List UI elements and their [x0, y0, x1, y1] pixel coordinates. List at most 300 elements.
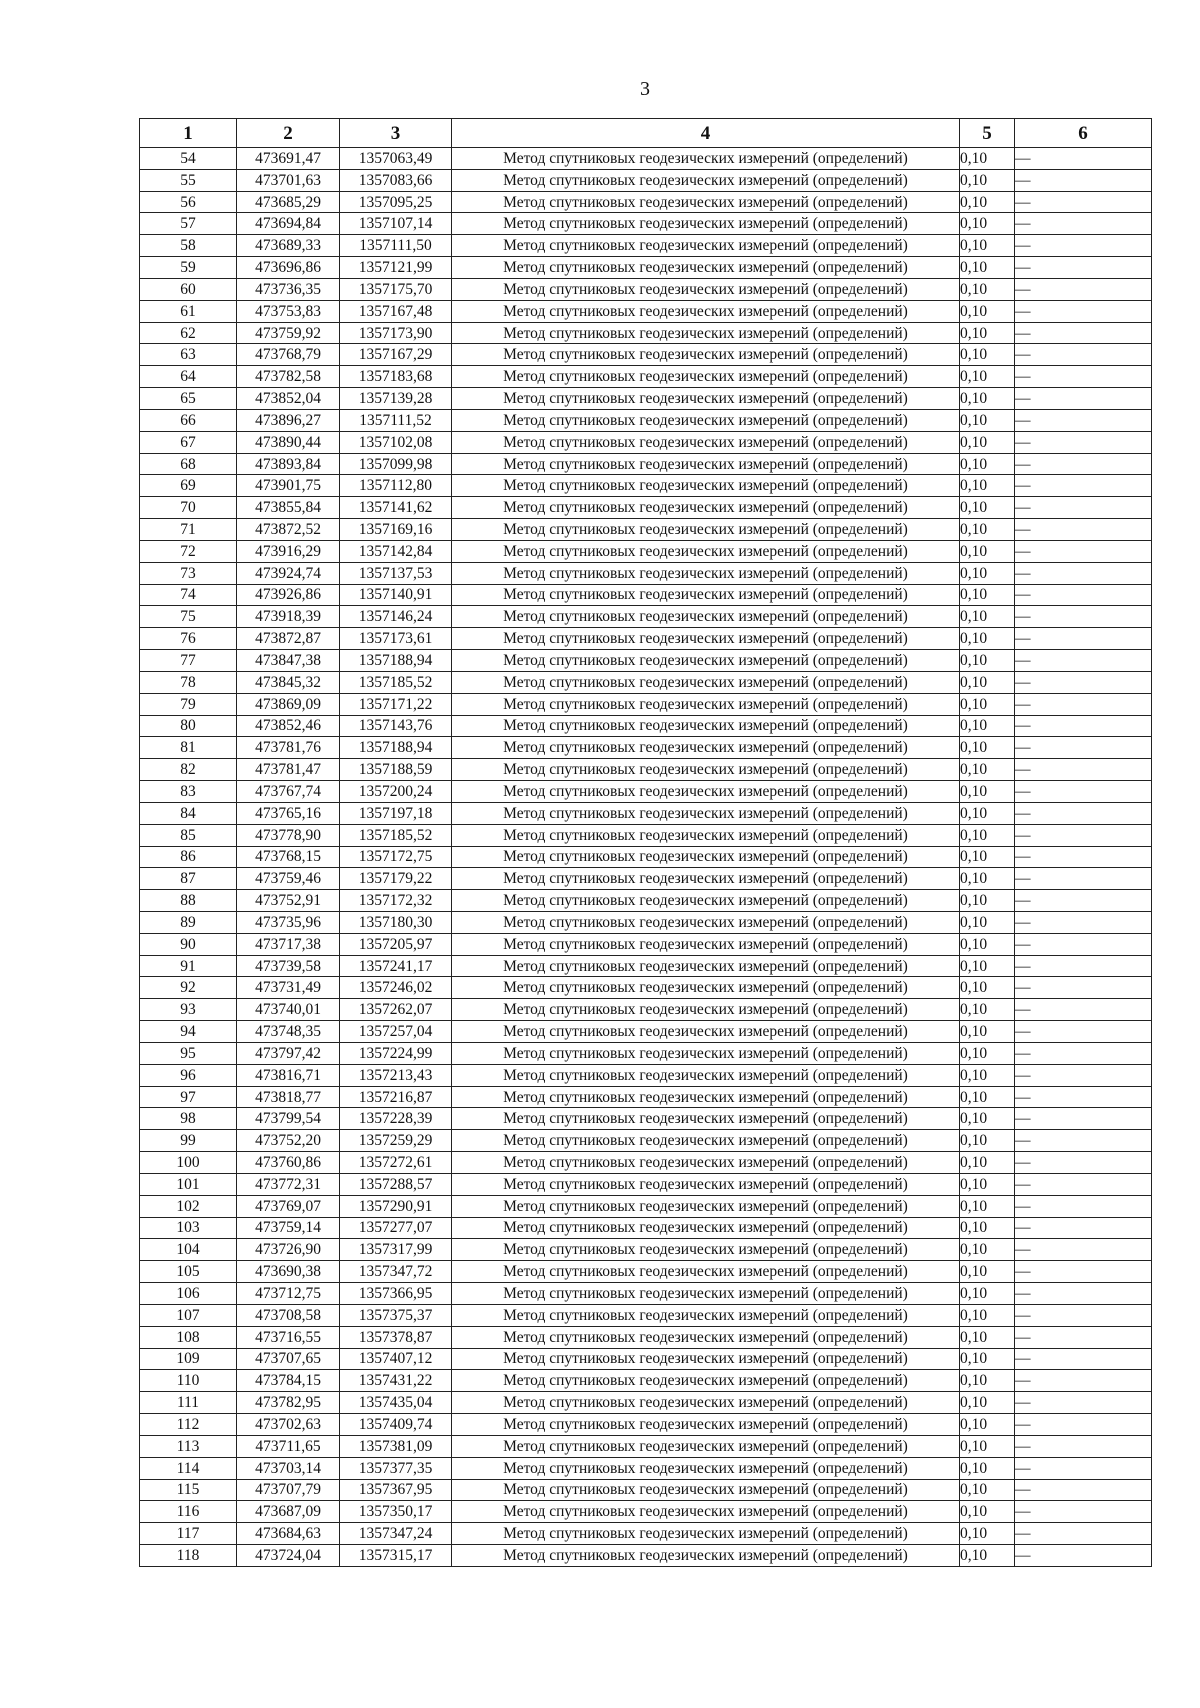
coordinate-x: 473753,83	[237, 300, 340, 322]
method-cell: Метод спутниковых геодезических измерений (определений)	[452, 1435, 960, 1457]
table-row	[140, 911, 1152, 933]
table-row	[140, 868, 1152, 890]
accuracy-cell: 0,10	[960, 1086, 1015, 1108]
method-cell: Метод спутниковых геодезических измерений (определений)	[452, 1217, 960, 1239]
table-row	[140, 540, 1152, 562]
method-cell: Метод спутниковых геодезических измерений (определений)	[452, 278, 960, 300]
coordinate-y: 1357185,52	[340, 824, 452, 846]
coordinate-x: 473735,96	[237, 911, 340, 933]
table-row	[140, 802, 1152, 824]
accuracy-cell: 0,10	[960, 584, 1015, 606]
coordinate-x: 473918,39	[237, 606, 340, 628]
method-cell: Метод спутниковых геодезических измерений (определений)	[452, 824, 960, 846]
point-number: 81	[140, 737, 237, 759]
accuracy-cell: 0,10	[960, 257, 1015, 279]
description-cell: —	[1015, 977, 1152, 999]
coordinate-x: 473702,63	[237, 1414, 340, 1436]
method-cell: Метод спутниковых геодезических измерений (определений)	[452, 257, 960, 279]
accuracy-cell: 0,10	[960, 453, 1015, 475]
table-row	[140, 999, 1152, 1021]
point-number: 72	[140, 540, 237, 562]
description-cell: —	[1015, 497, 1152, 519]
point-number: 84	[140, 802, 237, 824]
coordinate-y: 1357435,04	[340, 1392, 452, 1414]
coordinate-x: 473781,76	[237, 737, 340, 759]
table-row	[140, 1326, 1152, 1348]
table-row	[140, 1304, 1152, 1326]
coordinate-x: 473759,14	[237, 1217, 340, 1239]
description-cell: —	[1015, 868, 1152, 890]
coordinate-y: 1357142,84	[340, 540, 452, 562]
method-cell: Метод спутниковых геодезических измерений (определений)	[452, 1370, 960, 1392]
coordinate-y: 1357180,30	[340, 911, 452, 933]
table-row	[140, 1173, 1152, 1195]
coordinate-x: 473784,15	[237, 1370, 340, 1392]
point-number: 90	[140, 933, 237, 955]
coordinate-x: 473896,27	[237, 409, 340, 431]
description-cell: —	[1015, 169, 1152, 191]
point-number: 62	[140, 322, 237, 344]
coordinate-x: 473752,20	[237, 1130, 340, 1152]
method-cell: Метод спутниковых геодезических измерений (определений)	[452, 933, 960, 955]
accuracy-cell: 0,10	[960, 1304, 1015, 1326]
method-cell: Метод спутниковых геодезических измерений (определений)	[452, 300, 960, 322]
coordinate-x: 473739,58	[237, 955, 340, 977]
method-cell: Метод спутниковых геодезических измерений (определений)	[452, 1479, 960, 1501]
point-number: 63	[140, 344, 237, 366]
coordinate-y: 1357205,97	[340, 933, 452, 955]
table-row	[140, 1457, 1152, 1479]
coordinate-y: 1357179,22	[340, 868, 452, 890]
method-cell: Метод спутниковых геодезических измерений (определений)	[452, 235, 960, 257]
table-row	[140, 1195, 1152, 1217]
coordinate-y: 1357083,66	[340, 169, 452, 191]
coordinate-y: 1357216,87	[340, 1086, 452, 1108]
coordinate-x: 473726,90	[237, 1239, 340, 1261]
description-cell: —	[1015, 650, 1152, 672]
description-cell: —	[1015, 213, 1152, 235]
point-number: 112	[140, 1414, 237, 1436]
table-row	[140, 1108, 1152, 1130]
coordinate-x: 473731,49	[237, 977, 340, 999]
description-cell: —	[1015, 1042, 1152, 1064]
header-col-3: 3	[340, 119, 452, 148]
method-cell: Метод спутниковых геодезических измерений (определений)	[452, 628, 960, 650]
accuracy-cell: 0,10	[960, 148, 1015, 170]
description-cell: —	[1015, 1261, 1152, 1283]
accuracy-cell: 0,10	[960, 824, 1015, 846]
description-cell: —	[1015, 1021, 1152, 1043]
point-number: 113	[140, 1435, 237, 1457]
coordinate-x: 473768,15	[237, 846, 340, 868]
coordinate-x: 473712,75	[237, 1283, 340, 1305]
method-cell: Метод спутниковых геодезических измерений (определений)	[452, 671, 960, 693]
method-cell: Метод спутниковых геодезических измерений (определений)	[452, 999, 960, 1021]
description-cell: —	[1015, 911, 1152, 933]
method-cell: Метод спутниковых геодезических измерений (определений)	[452, 846, 960, 868]
coordinate-y: 1357185,52	[340, 671, 452, 693]
point-number: 65	[140, 388, 237, 410]
accuracy-cell: 0,10	[960, 191, 1015, 213]
coordinate-y: 1357290,91	[340, 1195, 452, 1217]
table-row	[140, 431, 1152, 453]
table-row	[140, 148, 1152, 170]
table-row	[140, 1261, 1152, 1283]
method-cell: Метод спутниковых геодезических измерений (определений)	[452, 1086, 960, 1108]
description-cell: —	[1015, 1152, 1152, 1174]
coordinate-x: 473717,38	[237, 933, 340, 955]
method-cell: Метод спутниковых геодезических измерений (определений)	[452, 453, 960, 475]
description-cell: —	[1015, 1173, 1152, 1195]
coordinate-y: 1357224,99	[340, 1042, 452, 1064]
accuracy-cell: 0,10	[960, 1064, 1015, 1086]
table-row	[140, 213, 1152, 235]
method-cell: Метод спутниковых геодезических измерений (определений)	[452, 606, 960, 628]
method-cell: Метод спутниковых геодезических измерений (определений)	[452, 759, 960, 781]
method-cell: Метод спутниковых геодезических измерений (определений)	[452, 1501, 960, 1523]
description-cell: —	[1015, 562, 1152, 584]
description-cell: —	[1015, 235, 1152, 257]
method-cell: Метод спутниковых геодезических измерений (определений)	[452, 1304, 960, 1326]
accuracy-cell: 0,10	[960, 955, 1015, 977]
coordinate-x: 473752,91	[237, 890, 340, 912]
method-cell: Метод спутниковых геодезических измерений (определений)	[452, 1523, 960, 1545]
point-number: 56	[140, 191, 237, 213]
table-row	[140, 235, 1152, 257]
point-number: 55	[140, 169, 237, 191]
coordinate-x: 473782,95	[237, 1392, 340, 1414]
method-cell: Метод спутниковых геодезических измерений (определений)	[452, 1457, 960, 1479]
coordinate-x: 473797,42	[237, 1042, 340, 1064]
accuracy-cell: 0,10	[960, 300, 1015, 322]
description-cell: —	[1015, 1392, 1152, 1414]
description-cell: —	[1015, 1108, 1152, 1130]
table-row	[140, 1392, 1152, 1414]
header-col-1: 1	[140, 119, 237, 148]
accuracy-cell: 0,10	[960, 999, 1015, 1021]
method-cell: Метод спутниковых геодезических измерений (определений)	[452, 191, 960, 213]
table-row	[140, 671, 1152, 693]
method-cell: Метод спутниковых геодезических измерений (определений)	[452, 1195, 960, 1217]
description-cell: —	[1015, 453, 1152, 475]
coordinate-y: 1357378,87	[340, 1326, 452, 1348]
table-row	[140, 1021, 1152, 1043]
table-row	[140, 1064, 1152, 1086]
method-cell: Метод спутниковых геодезических измерений (определений)	[452, 715, 960, 737]
description-cell: —	[1015, 890, 1152, 912]
table-row	[140, 606, 1152, 628]
table-row	[140, 781, 1152, 803]
accuracy-cell: 0,10	[960, 1152, 1015, 1174]
description-cell: —	[1015, 540, 1152, 562]
description-cell: —	[1015, 1348, 1152, 1370]
description-cell: —	[1015, 693, 1152, 715]
coordinate-y: 1357173,90	[340, 322, 452, 344]
method-cell: Метод спутниковых геодезических измерений (определений)	[452, 388, 960, 410]
accuracy-cell: 0,10	[960, 1021, 1015, 1043]
description-cell: —	[1015, 584, 1152, 606]
accuracy-cell: 0,10	[960, 1479, 1015, 1501]
point-number: 82	[140, 759, 237, 781]
coordinate-x: 473769,07	[237, 1195, 340, 1217]
coordinate-x: 473782,58	[237, 366, 340, 388]
table-row	[140, 1414, 1152, 1436]
coordinate-y: 1357183,68	[340, 366, 452, 388]
coordinate-y: 1357121,99	[340, 257, 452, 279]
coordinate-x: 473707,65	[237, 1348, 340, 1370]
accuracy-cell: 0,10	[960, 213, 1015, 235]
coordinate-x: 473736,35	[237, 278, 340, 300]
coordinates-table	[139, 118, 1152, 1567]
method-cell: Метод спутниковых геодезических измерений (определений)	[452, 1326, 960, 1348]
coordinate-y: 1357172,75	[340, 846, 452, 868]
table-row	[140, 1370, 1152, 1392]
coordinate-y: 1357188,59	[340, 759, 452, 781]
description-cell: —	[1015, 300, 1152, 322]
point-number: 104	[140, 1239, 237, 1261]
description-cell: —	[1015, 1457, 1152, 1479]
coordinate-y: 1357317,99	[340, 1239, 452, 1261]
method-cell: Метод спутниковых геодезических измерений (определений)	[452, 802, 960, 824]
coordinate-x: 473689,33	[237, 235, 340, 257]
point-number: 95	[140, 1042, 237, 1064]
description-cell: —	[1015, 1479, 1152, 1501]
coordinate-x: 473724,04	[237, 1545, 340, 1567]
method-cell: Метод спутниковых геодезических измерений (определений)	[452, 781, 960, 803]
table-row	[140, 322, 1152, 344]
accuracy-cell: 0,10	[960, 759, 1015, 781]
accuracy-cell: 0,10	[960, 1545, 1015, 1567]
point-number: 69	[140, 475, 237, 497]
coordinate-x: 473924,74	[237, 562, 340, 584]
table-row	[140, 1523, 1152, 1545]
method-cell: Метод спутниковых геодезических измерений (определений)	[452, 562, 960, 584]
description-cell: —	[1015, 802, 1152, 824]
accuracy-cell: 0,10	[960, 606, 1015, 628]
point-number: 77	[140, 650, 237, 672]
coordinate-x: 473685,29	[237, 191, 340, 213]
table-row	[140, 1479, 1152, 1501]
method-cell: Метод спутниковых геодезических измерений (определений)	[452, 1130, 960, 1152]
table-row	[140, 650, 1152, 672]
coordinate-y: 1357350,17	[340, 1501, 452, 1523]
coordinate-x: 473890,44	[237, 431, 340, 453]
accuracy-cell: 0,10	[960, 802, 1015, 824]
coordinate-y: 1357167,48	[340, 300, 452, 322]
method-cell: Метод спутниковых геодезических измерений (определений)	[452, 693, 960, 715]
point-number: 85	[140, 824, 237, 846]
coordinate-x: 473872,52	[237, 519, 340, 541]
table-row	[140, 846, 1152, 868]
point-number: 60	[140, 278, 237, 300]
accuracy-cell: 0,10	[960, 322, 1015, 344]
accuracy-cell: 0,10	[960, 671, 1015, 693]
method-cell: Метод спутниковых геодезических измерений (определений)	[452, 1108, 960, 1130]
coordinate-x: 473703,14	[237, 1457, 340, 1479]
coordinate-y: 1357188,94	[340, 650, 452, 672]
accuracy-cell: 0,10	[960, 388, 1015, 410]
coordinate-y: 1357099,98	[340, 453, 452, 475]
point-number: 116	[140, 1501, 237, 1523]
coordinate-y: 1357213,43	[340, 1064, 452, 1086]
accuracy-cell: 0,10	[960, 1348, 1015, 1370]
table-row	[140, 977, 1152, 999]
point-number: 79	[140, 693, 237, 715]
description-cell: —	[1015, 933, 1152, 955]
header-col-2: 2	[237, 119, 340, 148]
point-number: 75	[140, 606, 237, 628]
description-cell: —	[1015, 715, 1152, 737]
table-row	[140, 1348, 1152, 1370]
coordinate-y: 1357102,08	[340, 431, 452, 453]
point-number: 106	[140, 1283, 237, 1305]
coordinate-y: 1357288,57	[340, 1173, 452, 1195]
accuracy-cell: 0,10	[960, 977, 1015, 999]
description-cell: —	[1015, 1064, 1152, 1086]
method-cell: Метод спутниковых геодезических измерений (определений)	[452, 868, 960, 890]
header-col-6: 6	[1015, 119, 1152, 148]
coordinate-x: 473690,38	[237, 1261, 340, 1283]
point-number: 92	[140, 977, 237, 999]
table-row	[140, 278, 1152, 300]
accuracy-cell: 0,10	[960, 1173, 1015, 1195]
accuracy-cell: 0,10	[960, 890, 1015, 912]
method-cell: Метод спутниковых геодезических измерений (определений)	[452, 431, 960, 453]
description-cell: —	[1015, 1239, 1152, 1261]
method-cell: Метод спутниковых геодезических измерений (определений)	[452, 650, 960, 672]
point-number: 109	[140, 1348, 237, 1370]
table-row	[140, 1545, 1152, 1567]
point-number: 64	[140, 366, 237, 388]
accuracy-cell: 0,10	[960, 1457, 1015, 1479]
coordinate-y: 1357366,95	[340, 1283, 452, 1305]
table-row	[140, 366, 1152, 388]
coordinate-y: 1357407,12	[340, 1348, 452, 1370]
point-number: 83	[140, 781, 237, 803]
accuracy-cell: 0,10	[960, 628, 1015, 650]
description-cell: —	[1015, 824, 1152, 846]
table-row	[140, 715, 1152, 737]
point-number: 87	[140, 868, 237, 890]
point-number: 67	[140, 431, 237, 453]
coordinate-x: 473767,74	[237, 781, 340, 803]
method-cell: Метод спутниковых геодезических измерений (определений)	[452, 1152, 960, 1174]
method-cell: Метод спутниковых геодезических измерений (определений)	[452, 1021, 960, 1043]
accuracy-cell: 0,10	[960, 933, 1015, 955]
accuracy-cell: 0,10	[960, 278, 1015, 300]
table-row	[140, 169, 1152, 191]
coordinate-x: 473684,63	[237, 1523, 340, 1545]
method-cell: Метод спутниковых геодезических измерений (определений)	[452, 1414, 960, 1436]
point-number: 71	[140, 519, 237, 541]
accuracy-cell: 0,10	[960, 868, 1015, 890]
method-cell: Метод спутниковых геодезических измерений (определений)	[452, 911, 960, 933]
description-cell: —	[1015, 519, 1152, 541]
coordinate-x: 473707,79	[237, 1479, 340, 1501]
accuracy-cell: 0,10	[960, 1370, 1015, 1392]
point-number: 91	[140, 955, 237, 977]
method-cell: Метод спутниковых геодезических измерений (определений)	[452, 977, 960, 999]
point-number: 57	[140, 213, 237, 235]
point-number: 103	[140, 1217, 237, 1239]
accuracy-cell: 0,10	[960, 1435, 1015, 1457]
coordinate-y: 1357259,29	[340, 1130, 452, 1152]
accuracy-cell: 0,10	[960, 409, 1015, 431]
coordinate-y: 1357137,53	[340, 562, 452, 584]
coordinate-x: 473893,84	[237, 453, 340, 475]
accuracy-cell: 0,10	[960, 235, 1015, 257]
accuracy-cell: 0,10	[960, 1283, 1015, 1305]
table-row	[140, 693, 1152, 715]
accuracy-cell: 0,10	[960, 1326, 1015, 1348]
description-cell: —	[1015, 671, 1152, 693]
accuracy-cell: 0,10	[960, 737, 1015, 759]
coordinate-y: 1357367,95	[340, 1479, 452, 1501]
method-cell: Метод спутниковых геодезических измерений (определений)	[452, 1348, 960, 1370]
description-cell: —	[1015, 1195, 1152, 1217]
description-cell: —	[1015, 1370, 1152, 1392]
accuracy-cell: 0,10	[960, 1239, 1015, 1261]
accuracy-cell: 0,10	[960, 1414, 1015, 1436]
accuracy-cell: 0,10	[960, 1042, 1015, 1064]
table-row	[140, 759, 1152, 781]
coordinate-x: 473816,71	[237, 1064, 340, 1086]
description-cell: —	[1015, 1501, 1152, 1523]
point-number: 96	[140, 1064, 237, 1086]
table-row	[140, 453, 1152, 475]
table-row	[140, 519, 1152, 541]
coordinate-y: 1357111,52	[340, 409, 452, 431]
description-cell: —	[1015, 1523, 1152, 1545]
table-row	[140, 1086, 1152, 1108]
coordinate-y: 1357095,25	[340, 191, 452, 213]
table-row	[140, 890, 1152, 912]
description-cell: —	[1015, 344, 1152, 366]
description-cell: —	[1015, 1304, 1152, 1326]
point-number: 108	[140, 1326, 237, 1348]
point-number: 70	[140, 497, 237, 519]
coordinate-x: 473869,09	[237, 693, 340, 715]
coordinate-y: 1357175,70	[340, 278, 452, 300]
coordinate-y: 1357347,24	[340, 1523, 452, 1545]
coordinate-x: 473691,47	[237, 148, 340, 170]
coordinate-y: 1357141,62	[340, 497, 452, 519]
coordinate-y: 1357188,94	[340, 737, 452, 759]
method-cell: Метод спутниковых геодезических измерений (определений)	[452, 366, 960, 388]
accuracy-cell: 0,10	[960, 540, 1015, 562]
method-cell: Метод спутниковых геодезических измерений (определений)	[452, 1545, 960, 1567]
method-cell: Метод спутниковых геодезических измерений (определений)	[452, 1042, 960, 1064]
coordinate-y: 1357143,76	[340, 715, 452, 737]
method-cell: Метод спутниковых геодезических измерений (определений)	[452, 890, 960, 912]
coordinate-x: 473916,29	[237, 540, 340, 562]
coordinate-y: 1357173,61	[340, 628, 452, 650]
accuracy-cell: 0,10	[960, 1108, 1015, 1130]
method-cell: Метод спутниковых геодезических измерений (определений)	[452, 1283, 960, 1305]
description-cell: —	[1015, 1130, 1152, 1152]
accuracy-cell: 0,10	[960, 715, 1015, 737]
coordinate-x: 473872,87	[237, 628, 340, 650]
point-number: 80	[140, 715, 237, 737]
accuracy-cell: 0,10	[960, 366, 1015, 388]
point-number: 88	[140, 890, 237, 912]
point-number: 107	[140, 1304, 237, 1326]
coordinate-x: 473768,79	[237, 344, 340, 366]
coordinate-y: 1357241,17	[340, 955, 452, 977]
accuracy-cell: 0,10	[960, 1392, 1015, 1414]
accuracy-cell: 0,10	[960, 1130, 1015, 1152]
table-row	[140, 388, 1152, 410]
